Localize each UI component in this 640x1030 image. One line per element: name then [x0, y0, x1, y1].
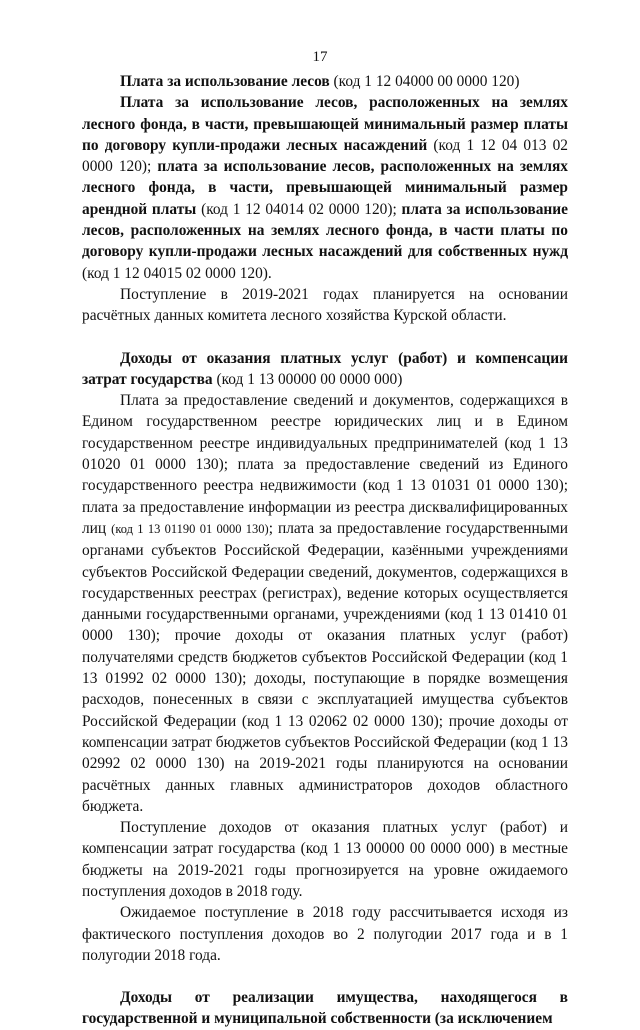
- paragraph-paid-services-list: [82, 390, 568, 817]
- body-text: Плата за предоставление сведений и документов, содержащихся в Едином государственном реестре юридических лиц и в Едином государственном реестре индивидуальных предпринимателей (код 1 13 01020 01 0000 130); плата за предоставление сведений из Единого государственного реестра недвижимости (код 1 13 01031 01 0000 130); плата за предоставление информации из реестра дисквалифицированных лиц: [82, 392, 568, 537]
- section-gap: [82, 966, 568, 987]
- heading-code: (код 1 12 04000 00 0000 120): [329, 73, 520, 90]
- heading-bold: Доходы от реализации имущества, находящегося в государственной и муниципальной собственности (за исключением: [82, 989, 568, 1028]
- document-body: [82, 71, 568, 1030]
- section-heading-property-sale: [82, 987, 568, 1030]
- code-text: (код 1 12 04015 02 0000 120).: [82, 264, 272, 282]
- body-text: ; плата за предоставление государственными органами субъектов Российской Федерации, казёнными учреждениями субъектов Российской Федерации сведений, документов, содержащихся в государственных реестрах (регистрах), ведение которых осуществляется данными государственными органами, учреждениями (код 1 13 01410 01 0000 130); прочие доходы от оказания платных услуг (работ) получателями средств бюджетов субъектов Российской Федерации (код 1 13 01992 02 0000 130); доходы, поступающие в порядке возмещения расходов, понесенных в связи с эксплуатацией имущества субъектов Российской Федерации (код 1 13 02062 02 0000 130); прочие доходы от компенсации затрат бюджетов субъектов Российской Федерации (код 1 13 02992 02 0000 130) на 2019-2021 годы планируются на основании расчётных данных главных администраторов доходов областного бюджета.: [82, 519, 568, 815]
- code-text: (код 1 12 04014 02 0000 120);: [196, 200, 402, 218]
- paragraph-local-budgets: Поступление доходов от оказания платных услуг (работ) и компенсации затрат государства (код 1 13 00000 00 0000 000) в местные бюджеты на 2019-2021 годы прогнозируется на уровне ожидаемого поступления доходов в 2018 году.: [82, 819, 568, 900]
- section-gap: [82, 327, 568, 348]
- bold-text: Плата за использование лесов, расположенных на землях лесного фонда, в части, превышающей минимальный размер платы по договору купли-продажи лесных насаждений: [82, 94, 568, 154]
- section-heading-paid-services: [82, 348, 568, 391]
- small-code-text: (код 1 13 01190 01 0000 130): [111, 521, 269, 536]
- code-text: (код 1 12 04 013 02 0000 120);: [82, 136, 568, 176]
- heading-bold: Доходы от оказания платных услуг (работ) и компенсации затрат государства: [82, 349, 568, 388]
- paragraph-expected-revenue: Ожидаемое поступление в 2018 году рассчитывается исходя из фактического поступления доходов во 2 полугодии 2017 года и в 1 полугодии 2018 года.: [82, 904, 568, 964]
- section-heading-forest-fee: [82, 71, 568, 92]
- bold-text: плата за использование лесов, расположенных на землях лесного фонда, в части, превышающей минимальный размер арендной платы: [82, 158, 568, 218]
- paragraph-forest-fee-planning: Поступление в 2019-2021 годах планируется на основании расчётных данных комитета лесного хозяйства Курской области.: [82, 285, 568, 325]
- heading-bold: Плата за использование лесов: [120, 73, 330, 90]
- heading-code: (код 1 13 00000 00 0000 000): [212, 370, 403, 388]
- page-number: 17: [312, 49, 328, 65]
- paragraph-forest-fee-types: [82, 92, 568, 284]
- bold-text: плата за использование лесов, расположенных на землях лесного фонда, в части платы по договору купли-продажи лесных насаждений для собственных нужд: [82, 200, 568, 261]
